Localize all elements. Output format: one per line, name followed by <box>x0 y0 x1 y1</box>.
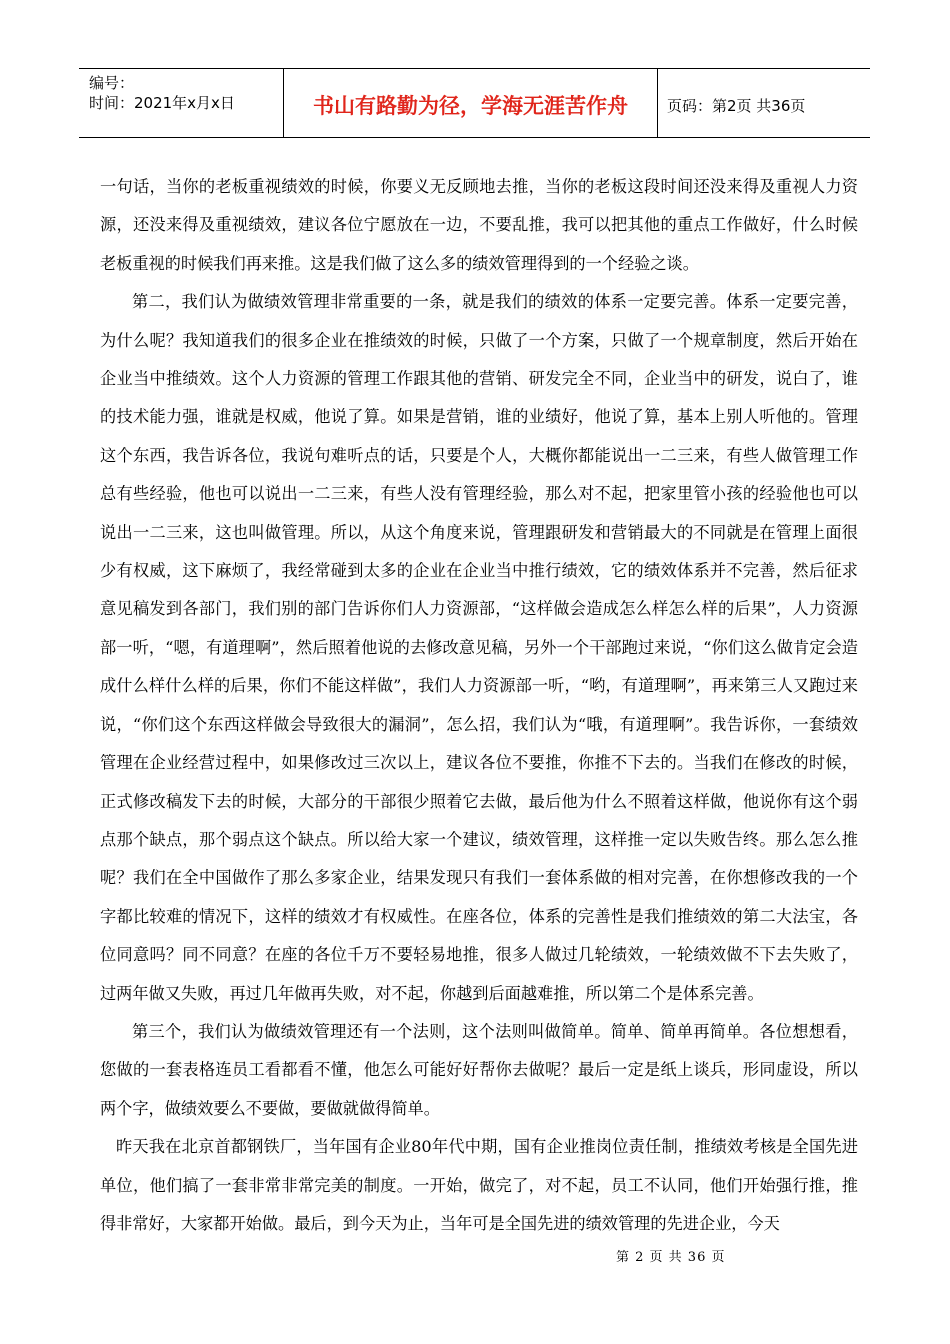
page-header <box>79 68 870 138</box>
paragraph: 一句话，当你的老板重视绩效的时候，你要义无反顾地去推，当你的老板这段时间还没来得及重视人力资源，还没来得及重视绩效，建议各位宁愿放在一边，不要乱推，我可以把其他的重点工作做好，什么时候老板重视的时候我们再来推。这是我们做了这么多的绩效管理得到的一个经验之谈。 <box>100 177 858 273</box>
document-body <box>100 168 858 1243</box>
paragraph: 昨天我在北京首都钢铁厂，当年国有企业80年代中期，国有企业推岗位责任制，推绩效考核是全国先进单位，他们搞了一套非常非常完美的制度。一开始，做完了，对不起，员工不认同，他们开始强行推，推得非常好，大家都开始做。最后，到今天为止，当年可是全国先进的绩效管理的先进企业，今天 <box>100 1137 858 1233</box>
header-motto: 书山有路勤为径，学海无涯苦作舟 <box>284 69 658 137</box>
page-footer: 第 2 页 共 36 页 <box>616 1250 726 1265</box>
header-page-info: 页码：第2页 共36页 <box>667 96 806 115</box>
paragraph: 第三个，我们认为做绩效管理还有一个法则，这个法则叫做简单。简单、简单再简单。各位想想看，您做的一套表格连员工看都看不懂，他怎么可能好好帮你去做呢？最后一定是纸上谈兵，形同虚设，所以两个字，做绩效要么不要做，要做就做得简单。 <box>100 1021 858 1118</box>
document-number-label: 编号： <box>89 74 135 92</box>
document-time-label: 时间：2021年x月x日 <box>89 94 235 112</box>
header-meta <box>79 69 284 137</box>
paragraph: 第二，我们认为做绩效管理非常重要的一条，就是我们的绩效的体系一定要完善。体系一定要完善，为什么呢？我知道我们的很多企业在推绩效的时候，只做了一个方案，只做了一个规章制度，然后开始在企业当中推绩效。这个人力资源的管理工作跟其他的营销、研发完全不同，企业当中的研发，说白了，谁的技术能力强，谁就是权威，他说了算。如果是营销，谁的业绩好，他说了算，基本上别人听他的。管理这个东西，我告诉各位，我说句难听点的话，只要是个人，大概你都能说出一二三来，有些人做管理工作总有些经验，他也可以说出一二三来，有些人没有管理经验，那么对不起，把家里管小孩的经验他也可以说出一二三来，这也叫做管理。所以，从这个角度来说，管理跟研发和营销最大的不同就是在管理上面很少有权威，这下麻烦了，我经常碰到太多的企业在企业当中推行绩效，它的绩效体系并不完善，然后征求意见稿发到各部门，我们别的部门告诉你们人力资源部，“这样做会造成怎么样怎么样的后果”，人力资源部一听，“嗯，有道理啊”，然后照着他说的去修改意见稿，另外一个干部跑过来说，“你们这么做肯定会造成什么样什么样的后果，你们不能这样做”，我们人力资源部一听，“哟，有道理啊”，再来第三人又跑过来说，“你们这个东西这样做会导致很大的漏洞”，怎么招，我们认为“哦，有道理啊”。我告诉你，一套绩效管理在企业经营过程中，如果修改过三次以上，建议各位不要推，你推不下去的。当我们在修改的时候，正式修改稿发下去的时候，大部分的干部很少照着它去做，最后他为什么不照着这样做，他说你有这个弱点那个缺点，那个弱点这个缺点。所以给大家一个建议，绩效管理，这样推一定以失败告终。那么怎么推呢？我们在全中国做作了那么多家企业，结果发现只有我们一套体系做的相对完善，在你想修改我的一个字都比较难的情况下，这样的绩效才有权威性。在座各位，体系的完善性是我们推绩效的第二大法宝，各位同意吗？同不同意？在座的各位千万不要轻易地推，很多人做过几轮绩效，一轮绩效做不下去失败了，过两年做又失败，再过几年做再失败，对不起，你越到后面越难推，所以第二个是体系完善。 <box>100 292 858 1003</box>
